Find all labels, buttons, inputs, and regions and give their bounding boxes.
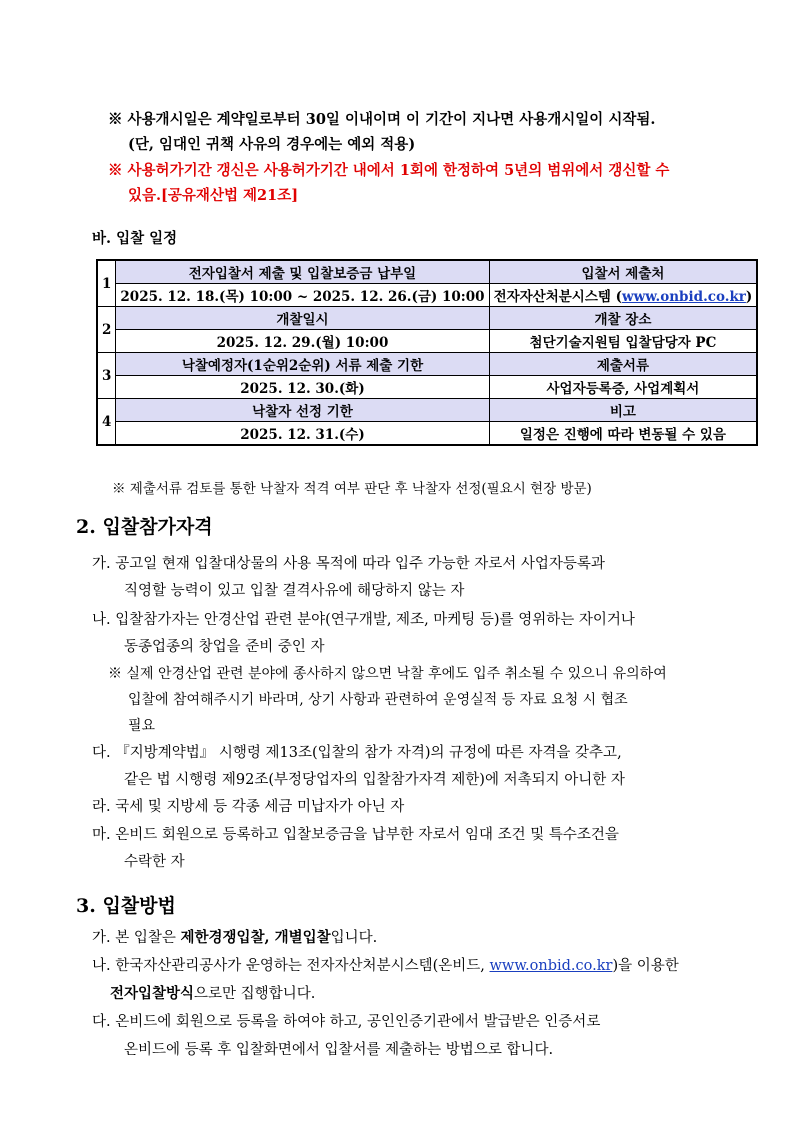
section3-item-na [92,956,679,976]
section3-item-na-cont [110,984,315,1004]
section3-title: 3. 입찰방법 [76,895,176,917]
section2-item-da: 다. 『지방계약법』 시행령 제13조(입찰의 참가 자격)의 규정에 따른 자격을 갖추고, [92,745,622,761]
row-number: 1 [97,260,116,307]
note-start-date: ※ 사용개시일은 계약일로부터 30일 이내이며 이 기간이 지나면 사용개시일이 시작됨. [108,111,656,128]
table-header-cell: 전자입찰서 제출 및 입찰보증금 납부일 [116,260,489,284]
table-header-cell: 개찰일시 [116,307,489,330]
section2-item-ma: 마. 온비드 회원으로 등록하고 입찰보증금을 납부한 자로서 임대 조건 및 특수조건을 [92,827,619,843]
table-cell: 2025. 12. 31.(수) [116,422,489,446]
table-cell: 사업자등록증, 사업계획서 [489,376,757,399]
table-cell: 첨단기술지원팀 입찰담당자 PC [489,330,757,353]
table-cell-submission [489,284,757,307]
bid-type-text: 제한경쟁입찰, 개별입찰 [180,929,331,946]
schedule-table [96,259,758,446]
section3-item-da-cont: 온비드에 등록 후 입찰화면에서 입찰서를 제출하는 방법으로 합니다. [124,1042,554,1058]
section2-title: 2. 입찰참가자격 [76,516,213,538]
table-header-cell: 낙찰자 선정 기한 [116,399,489,422]
table-row [97,307,757,330]
text: 입니다. [330,930,378,946]
section2-item-da-cont: 같은 법 시행령 제92조(부정당업자의 입찰참가자격 제한)에 저촉되지 아니한 자 [124,772,625,788]
bid-method-text: 전자입찰방식 [110,985,195,1002]
section2-item-ra: 라. 국세 및 지방세 등 각종 세금 미납자가 아닌 자 [92,799,405,815]
section2-item-ma-cont: 수락한 자 [124,854,185,870]
table-header-cell: 개찰 장소 [489,307,757,330]
table-row [97,330,757,353]
section2-note-cont: 필요 [128,718,156,734]
table-cell: 2025. 12. 30.(화) [116,376,489,399]
table-header-cell: 비고 [489,399,757,422]
text: )을 이용한 [612,958,679,974]
table-header-cell: 제출서류 [489,353,757,376]
row-number: 2 [97,307,116,353]
table-cell-text: 전자자산처분시스템 ( [493,289,623,305]
table-row [97,353,757,376]
row-number: 4 [97,399,116,446]
table-row [97,376,757,399]
section2-item-ga-cont: 직영할 능력이 있고 입찰 결격사유에 해당하지 않는 자 [124,583,465,599]
table-row [97,422,757,446]
section2-note-cont: 입찰에 참여해주시기 바라며, 상기 사항과 관련하여 운영실적 등 자료 요청 시 협조 [128,692,628,708]
text: 가. 본 입찰은 [92,930,181,946]
table-header-cell: 입찰서 제출처 [489,260,757,284]
onbid-link[interactable]: www.onbid.co.kr [622,289,746,305]
table-cell: 일정은 진행에 따라 변동될 수 있음 [489,422,757,446]
section3-item-da: 다. 온비드에 회원으로 등록을 하여야 하고, 공인인증기관에서 발급받은 인증서로 [92,1014,601,1030]
table-cell: 2025. 12. 18.(목) 10:00 ~ 2025. 12. 26.(금) 10:00 [116,284,489,307]
section2-note: ※ 실제 안경산업 관련 분야에 종사하지 않으면 낙찰 후에도 입주 취소될 수 있으니 유의하여 [108,666,667,682]
note-renewal-law: 있음.[공유재산법 제21조] [128,187,299,204]
schedule-note: ※ 제출서류 검토를 통한 낙찰자 적격 여부 판단 후 낙찰자 선정(필요시 현장 방문) [112,481,592,497]
text: 으로만 집행합니다. [194,986,316,1002]
table-row [97,260,757,284]
section3-item-ga [92,928,377,948]
row-number: 3 [97,353,116,399]
schedule-title: 바. 입찰 일정 [92,230,178,247]
text: 나. 한국자산관리공사가 운영하는 전자자산처분시스템(온비드, [92,958,490,974]
table-cell-text: ) [745,289,753,305]
section2-item-na: 나. 입찰참가자는 안경산업 관련 분야(연구개발, 제조, 마케팅 등)를 영위하는 자이거나 [92,612,635,628]
table-row [97,284,757,307]
note-start-date-exception: (단, 임대인 귀책 사유의 경우에는 예외 적용) [128,136,416,153]
note-renewal: ※ 사용허가기간 갱신은 사용허가기간 내에서 1회에 한정하여 5년의 범위에서 갱신할 수 [108,162,670,179]
table-cell: 2025. 12. 29.(월) 10:00 [116,330,489,353]
onbid-link[interactable]: www.onbid.co.kr [489,958,613,974]
section2-item-na-cont: 동종업종의 창업을 준비 중인 자 [124,639,325,655]
table-row [97,399,757,422]
table-header-cell: 낙찰예정자(1순위2순위) 서류 제출 기한 [116,353,489,376]
section2-item-ga: 가. 공고일 현재 입찰대상물의 사용 목적에 따라 입주 가능한 자로서 사업자등록과 [92,556,605,572]
